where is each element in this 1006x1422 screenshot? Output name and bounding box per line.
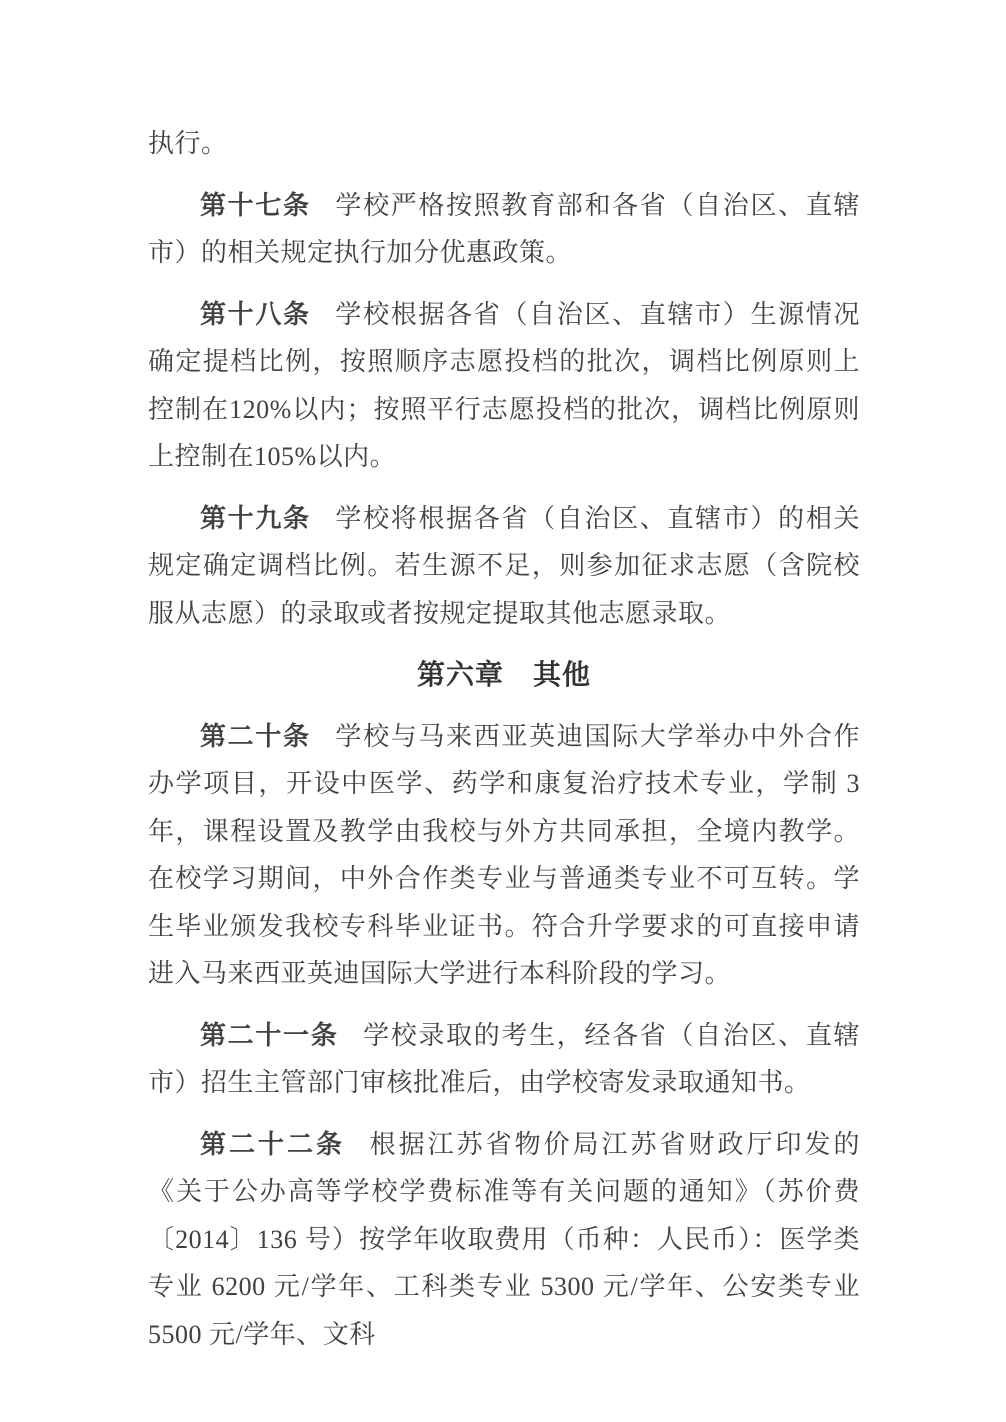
article-number: 第二十条 <box>200 721 311 751</box>
article-paragraph <box>148 1121 860 1359</box>
article-text: 学校将根据各省（自治区、直辖市）的相关规定确定调档比例。若生源不足，则参加征求志愿（含院校服从志愿）的录取或者按规定提取其他志愿录取。 <box>148 503 860 628</box>
article-paragraph <box>148 291 860 481</box>
document-body <box>148 120 860 1358</box>
article-number: 第十九条 <box>200 503 311 533</box>
article-text: 学校严格按照教育部和各省（自治区、直辖市）的相关规定执行加分优惠政策。 <box>148 190 860 267</box>
article-text: 执行。 <box>148 129 228 158</box>
article-paragraph <box>148 713 860 998</box>
article-number: 第十八条 <box>200 299 311 329</box>
article-text: 学校与马来西亚英迪国际大学举办中外合作办学项目，开设中医学、药学和康复治疗技术专业，学制 3 年，课程设置及教学由我校与外方共同承担，全境内教学。在校学习期间，中外合作类专业与普通类专业不可互转。学生毕业颁发我校专科毕业证书。符合升学要求的可直接申请进入马来西亚英迪国际大学进行本科阶段的学习。 <box>148 721 860 988</box>
chapter-heading: 第六章 其他 <box>416 659 591 690</box>
article-text: 学校录取的考生，经各省（自治区、直辖市）招生主管部门审核批准后，由学校寄发录取通知书。 <box>148 1020 860 1097</box>
article-number: 第二十二条 <box>200 1129 345 1159</box>
continuation-paragraph <box>148 120 860 168</box>
article-text: 学校根据各省（自治区、直辖市）生源情况确定提档比例，按照顺序志愿投档的批次，调档比例原则上控制在120%以内；按照平行志愿投档的批次，调档比例原则上控制在105%以内。 <box>148 299 860 471</box>
article-paragraph <box>148 1012 860 1107</box>
article-number: 第二十一条 <box>200 1020 339 1050</box>
article-text: 根据江苏省物价局江苏省财政厅印发的《关于公办高等学校学费标准等有关问题的通知》（苏价费〔2014〕136 号）按学年收取费用（币种：人民币）：医学类专业 6200 元/学年、工科类专业 5300 元/学年、公安类专业 5500 元/学年、文科 <box>148 1129 860 1349</box>
article-paragraph <box>148 495 860 638</box>
article-number: 第十七条 <box>200 190 311 220</box>
article-paragraph <box>148 182 860 277</box>
